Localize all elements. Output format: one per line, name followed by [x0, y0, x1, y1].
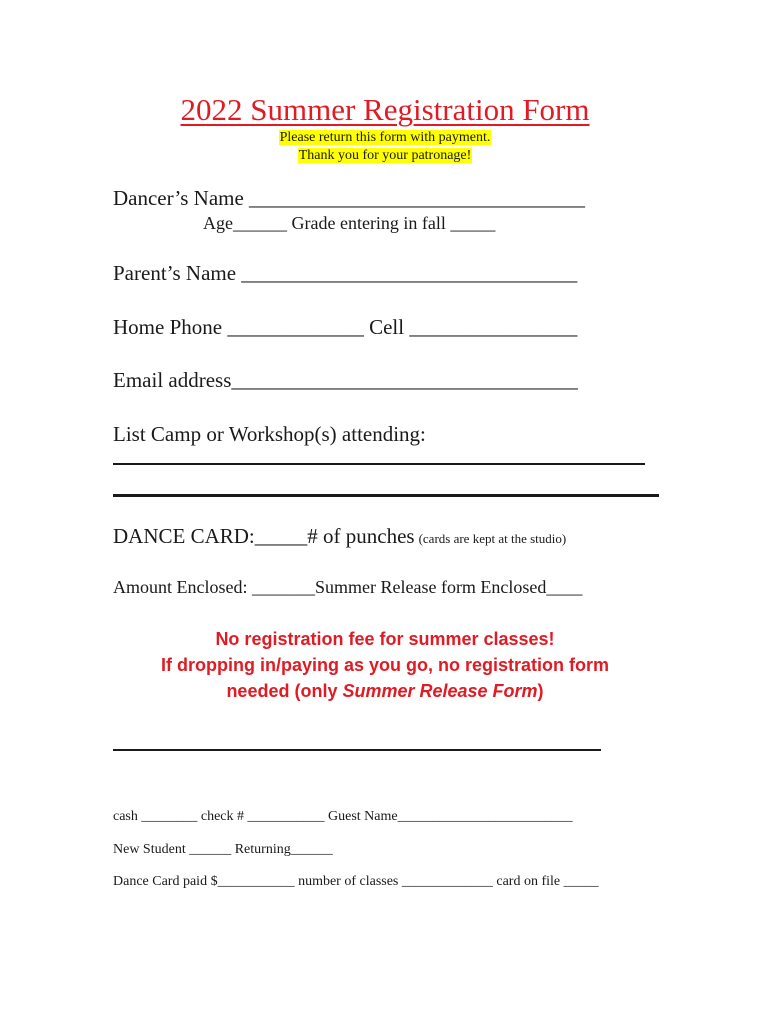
payment-line[interactable]: cash ________ check # ___________ Guest Name_________________________	[113, 809, 573, 824]
camp-workshop-line-2[interactable]	[113, 494, 659, 497]
office-divider-line	[113, 749, 601, 751]
subtitle-return-payment: Please return this form with payment.	[279, 130, 491, 145]
notice-release-end: )	[537, 681, 544, 701]
dance-card-row	[113, 524, 566, 549]
dancer-name-field[interactable]: Dancer’s Name ________________________________	[113, 186, 586, 210]
camp-workshop-line-1[interactable]	[113, 463, 645, 465]
notice-drop-in: If dropping in/paying as you go, no registration form	[160, 655, 609, 675]
form-title: 2022 Summer Registration Form	[180, 92, 590, 127]
email-field[interactable]: Email address_________________________________	[113, 368, 578, 392]
camp-workshop-label: List Camp or Workshop(s) attending:	[113, 422, 426, 446]
phone-cell-field[interactable]: Home Phone _____________ Cell ________________	[113, 315, 578, 339]
notice-release-emphasis: Summer Release Form	[342, 681, 538, 701]
amount-enclosed-field[interactable]: Amount Enclosed: _______Summer Release form Enclosed____	[113, 577, 583, 597]
notice-no-fee: No registration fee for summer classes!	[215, 629, 555, 649]
notice-release-start: needed (only	[226, 681, 343, 701]
subtitle-thank-you: Thank you for your patronage!	[298, 148, 472, 163]
dance-card-field[interactable]: DANCE CARD:_____# of punches	[113, 524, 415, 548]
age-grade-field[interactable]: Age______ Grade entering in fall _____	[203, 213, 496, 233]
subtitle-line-2	[0, 147, 770, 165]
parent-name-field[interactable]: Parent’s Name ________________________________	[113, 261, 578, 285]
dance-card-paid-line[interactable]: Dance Card paid $___________ number of classes _____________ card on file _____	[113, 874, 599, 889]
subtitle-line-1	[0, 129, 770, 147]
notice-release-form	[0, 678, 770, 704]
student-status-line[interactable]: New Student ______ Returning______	[113, 842, 333, 857]
dance-card-note: (cards are kept at the studio)	[418, 531, 567, 546]
